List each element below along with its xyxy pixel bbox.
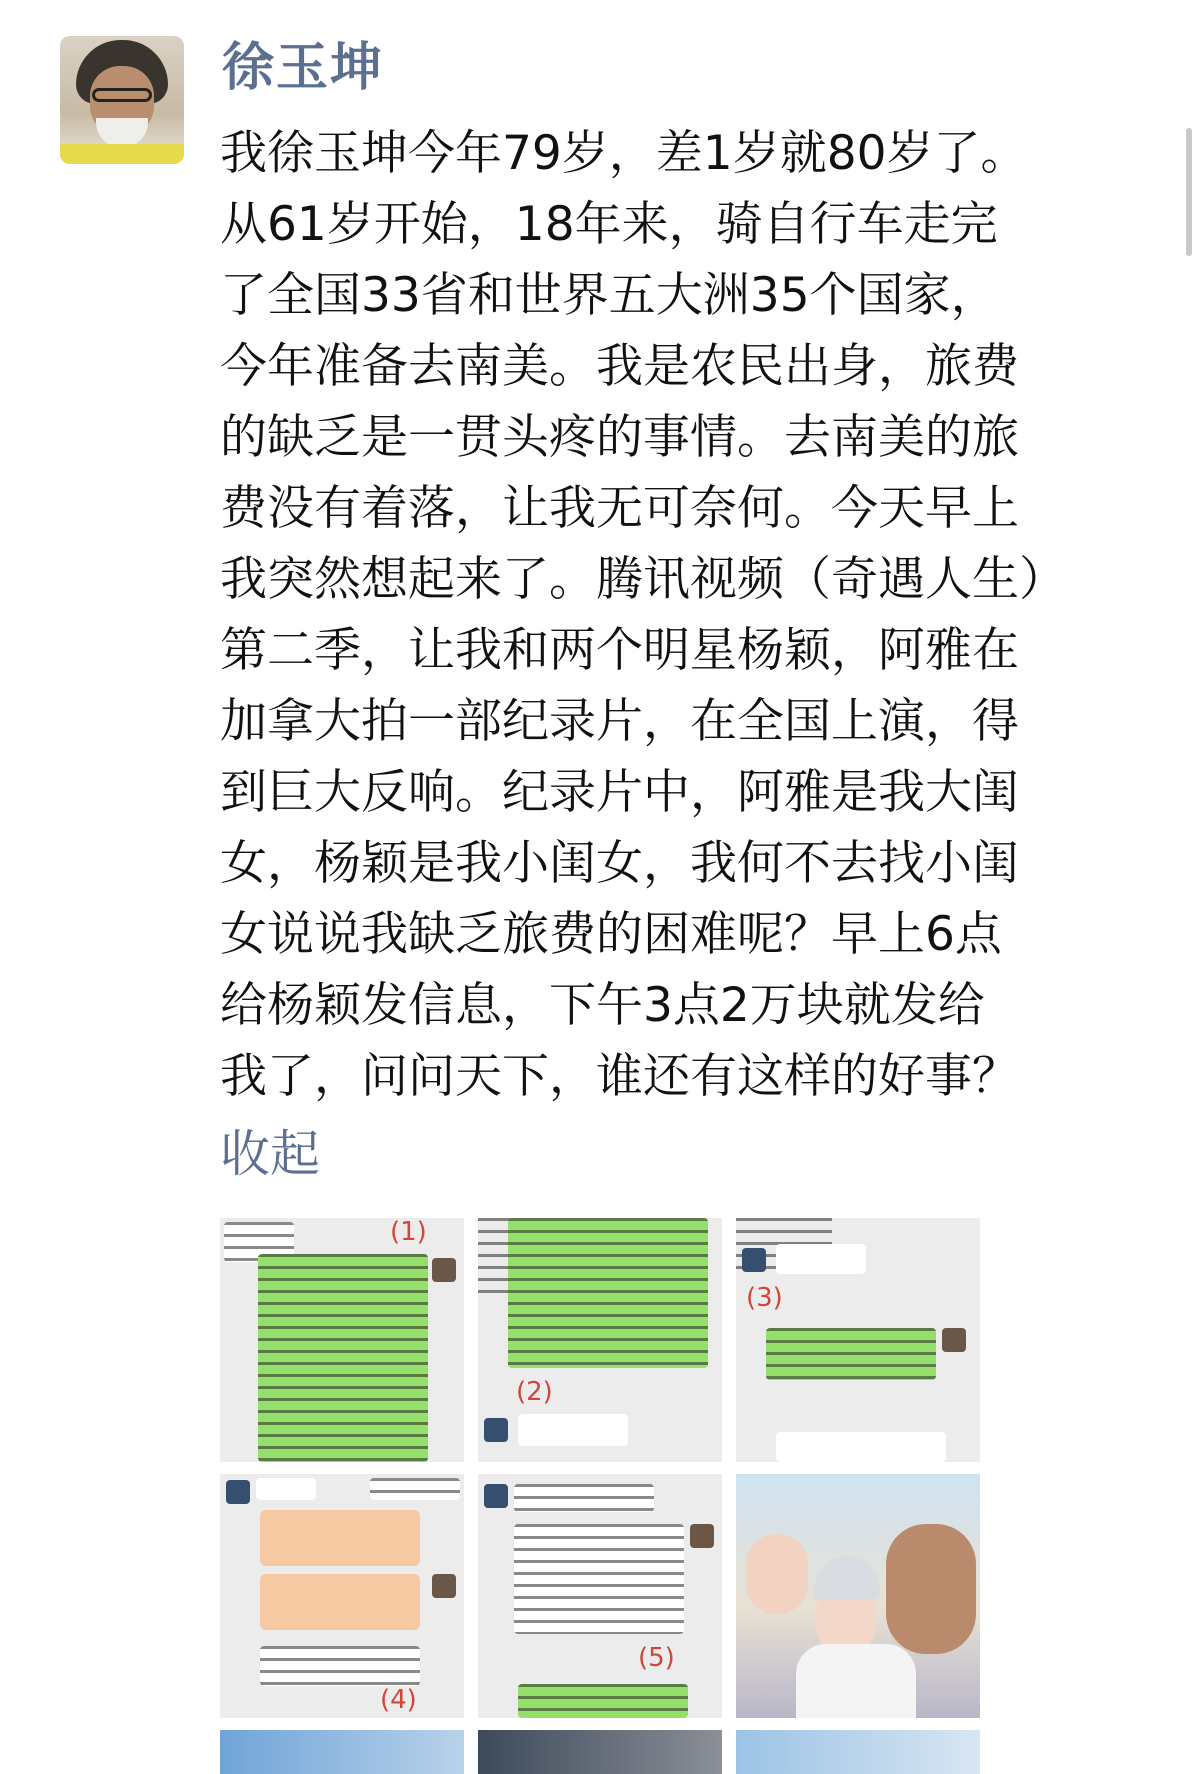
scrollbar[interactable] <box>1186 128 1192 256</box>
post-line: 了全国33省和世界五大洲35个国家， <box>220 268 998 323</box>
image-label: (4) <box>380 1685 417 1715</box>
post-line: 女，杨颖是我小闺女，我何不去找小闺 <box>220 836 1019 891</box>
gallery-image-8[interactable] <box>478 1730 722 1774</box>
post-line: 第二季，让我和两个明星杨颖，阿雅在 <box>220 623 1019 678</box>
gallery-image-4[interactable] <box>220 1474 464 1718</box>
collapse-link[interactable]: 收起 <box>220 1125 320 1183</box>
post-line: 今年准备去南美。我是农民出身，旅费 <box>220 339 1019 394</box>
post-line: 我了，问问天下，谁还有这样的好事？ <box>220 1049 1019 1104</box>
image-label: (1) <box>390 1218 427 1247</box>
gallery-image-7[interactable] <box>220 1730 464 1774</box>
post-line: 从61岁开始，18年来，骑自行车走完 <box>220 197 998 252</box>
author-name[interactable]: 徐玉坤 <box>222 38 385 98</box>
author-avatar[interactable] <box>60 36 184 164</box>
post-line: 到巨大反响。纪录片中，阿雅是我大闺 <box>220 765 1019 820</box>
post-line: 我突然想起来了。腾讯视频（奇遇人生） <box>220 552 1066 607</box>
post-line: 女说说我缺乏旅费的困难呢？早上6点 <box>220 907 1002 962</box>
gallery-image-3[interactable] <box>736 1218 980 1462</box>
image-label: (3) <box>746 1283 783 1313</box>
post-line: 的缺乏是一贯头疼的事情。去南美的旅 <box>220 410 1019 465</box>
gallery-image-5[interactable] <box>478 1474 722 1718</box>
gallery-image-1[interactable] <box>220 1218 464 1462</box>
image-label: (5) <box>638 1643 675 1673</box>
post-line: 加拿大拍一部纪录片，在全国上演，得 <box>220 694 1019 749</box>
post-line: 我徐玉坤今年79岁，差1岁就80岁了。 <box>220 126 1028 181</box>
gallery-image-9[interactable] <box>736 1730 980 1774</box>
image-label: (2) <box>516 1377 553 1407</box>
post-body <box>220 118 1140 1112</box>
post-line: 费没有着落，让我无可奈何。今天早上 <box>220 481 1019 536</box>
gallery-image-2[interactable] <box>478 1218 722 1462</box>
post-line: 给杨颖发信息，下午3点2万块就发给 <box>220 978 985 1033</box>
gallery-image-6[interactable] <box>736 1474 980 1718</box>
